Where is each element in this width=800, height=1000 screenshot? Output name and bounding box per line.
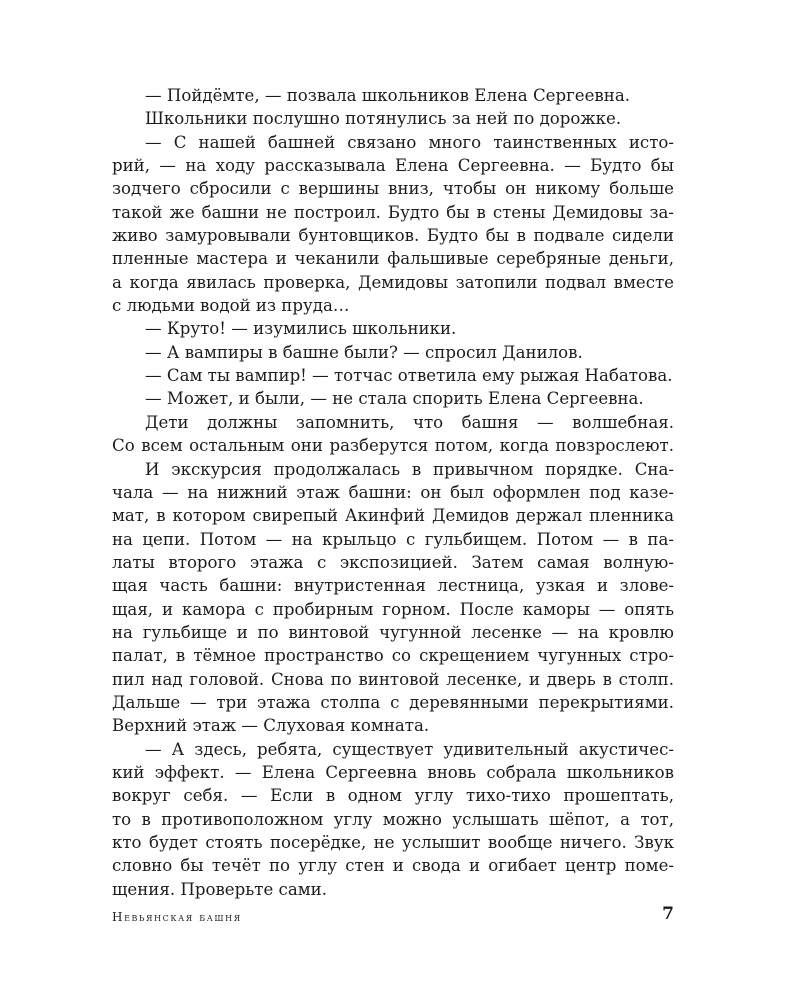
- text-line: пил над головой. Снова по винтовой лесенке, и дверь в столп.: [112, 669, 674, 689]
- text-line: вокруг себя. — Если в одном углу тихо-тихо прошептать,: [112, 786, 674, 806]
- body-text: [112, 84, 674, 901]
- text-line: словно бы течёт по углу стен и свода и огибает центр поме-: [112, 856, 674, 876]
- text-line: — Круто! — изумились школьники.: [145, 319, 457, 339]
- page-number: 7: [662, 904, 674, 924]
- text-line: — Может, и были, — не стала спорить Елена Сергеевна.: [145, 389, 644, 409]
- text-line: Школьники послушно потянулись за ней по дорожке.: [145, 109, 622, 129]
- text-line: Верхний этаж — Слуховая комната.: [112, 716, 430, 736]
- text-line: — А вампиры в башне были? — спросил Данилов.: [145, 342, 583, 362]
- text-line: на гульбище и по винтовой чугунной лесенке — на кровлю: [112, 622, 674, 642]
- text-line: чала — на нижний этаж башни: он был оформлен под казе-: [112, 482, 674, 502]
- text-line: на цепи. Потом — на крыльцо с гульбищем. Потом — в па-: [112, 529, 674, 549]
- text-line: щая часть башни: внутристенная лестница, узкая и злове-: [112, 576, 674, 596]
- text-line: то в противоположном углу можно услышать шёпот, а тот,: [112, 809, 674, 829]
- text-line: И экскурсия продолжалась в привычном порядке. Сна-: [145, 459, 674, 479]
- book-page: [112, 84, 674, 934]
- text-line: щения. Проверьте сами.: [112, 879, 327, 899]
- text-line: щая, и камора с пробирным горном. После каморы — опять: [112, 599, 674, 619]
- page-footer: [112, 904, 674, 928]
- text-line: — А здесь, ребята, существует удивительный акустичес-: [145, 739, 674, 759]
- text-line: такой же башни не построил. Будто бы в стены Демидовы за-: [112, 202, 674, 222]
- text-line: палат, в тёмное пространство со скрещением чугунных стро-: [112, 646, 674, 666]
- text-line: рий, — на ходу рассказывала Елена Сергеевна. — Будто бы: [112, 156, 674, 176]
- text-line: латы второго этажа с экспозицией. Затем самая волную-: [112, 552, 674, 572]
- text-line: Со всем остальным они разберутся потом, когда повзрослеют.: [112, 436, 674, 456]
- text-line: пленные мастера и чеканили фальшивые серебряные деньги,: [112, 249, 674, 269]
- text-line: мат, в котором свирепый Акинфий Демидов держал пленника: [112, 506, 674, 526]
- text-line: зодчего сбросили с вершины вниз, чтобы он никому больше: [112, 179, 674, 199]
- text-line: кто будет стоять посерёдке, не услышит вообще ничего. Звук: [112, 833, 674, 852]
- text-line: живо замуровывали бунтовщиков. Будто бы в подвале сидели: [112, 226, 674, 246]
- text-line: кий эффект. — Елена Сергеевна вновь собрала школьников: [112, 762, 674, 782]
- running-title: Невьянская башня: [112, 910, 242, 924]
- text-line: — Пойдёмте, — позвала школьников Елена Сергеевна.: [145, 86, 631, 105]
- text-line: Дальше — три этажа столпа с деревянными перекрытиями.: [112, 692, 674, 712]
- text-line: — С нашей башней связано много таинственных исто-: [145, 132, 674, 152]
- text-line: — Сам ты вампир! — тотчас ответила ему рыжая Набатова.: [145, 366, 673, 386]
- text-line: а когда явилась проверка, Демидовы затопили подвал вместе: [112, 272, 674, 292]
- text-line: Дети должны запомнить, что башня — волшебная.: [145, 412, 674, 432]
- text-line: с людьми водой из пруда…: [112, 296, 350, 316]
